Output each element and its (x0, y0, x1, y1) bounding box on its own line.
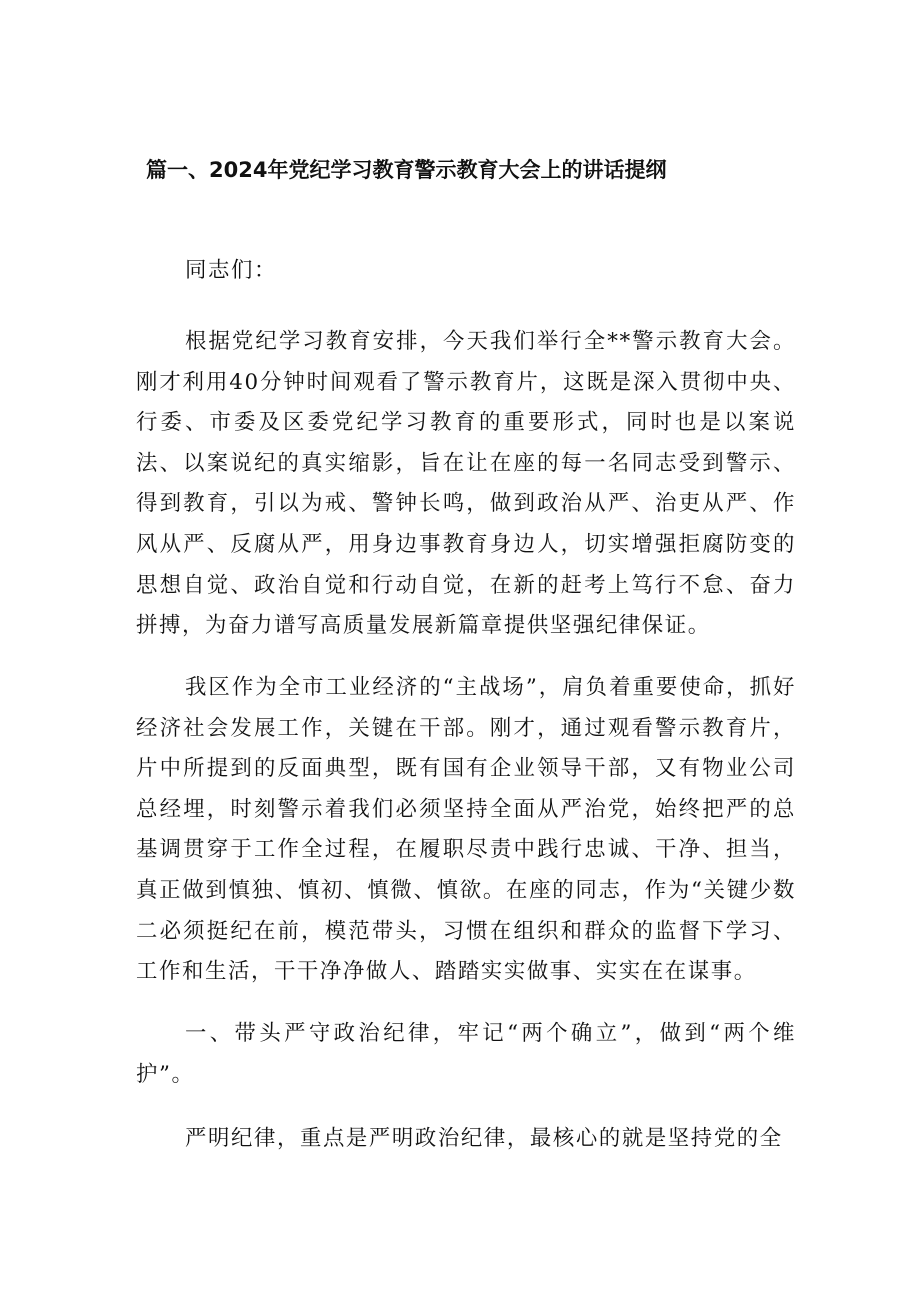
salutation: 同志们： (185, 258, 277, 283)
paragraph-1: 根据党纪学习教育安排，今天我们举行全**警示教育大会。刚才利用40分钟时间观看了警示教育片，这既是深入贯彻中央、行委、市委及区委党纪学习教育的重要形式，同时也是以案说法、以案说纪的真实缩影，旨在让在座的每一名同志受到警示、得到教育，引以为戒、警钟长鸣，做到政治从严、治吏从严、作风从严、反腐从严，用身边事教育身边人，切实增强拒腐防变的思想自觉、政治自觉和行动自觉，在新的赶考上笃行不怠、奋力拼搏，为奋力谱写高质量发展新篇章提供坚强纪律保证。 (136, 329, 796, 639)
paragraph-2: 我区作为全市工业经济的“主战场”，肩负着重要使命，抓好经济社会发展工作，关键在干部。刚才，通过观看警示教育片，片中所提到的反面典型，既有国有企业领导干部，又有物业公司总经埋，时刻警示着我们必须坚持全面从严治党，始终把严的总基调贯穿于工作全过程，在履职尽责中践行忠诚、干净、担当，真正做到慎独、慎初、慎微、慎欲。在座的同志，作为“关键少数二必须挺纪在前，模范带头，习惯在组织和群众的监督下学习、工作和生活，干干净净做人、踏踏实实做事、实实在在谋事。 (136, 675, 796, 985)
paragraph-3: 严明纪律，重点是严明政治纪律，最核心的就是坚持党的全 (185, 1126, 783, 1151)
document-title: 篇一、2024年党纪学习教育警示教育大会上的讲话提纲 (146, 158, 667, 182)
section-heading-1: 一、带头严守政治纪律，牢记“两个确立”，做到“两个维护”。 (136, 1021, 796, 1087)
